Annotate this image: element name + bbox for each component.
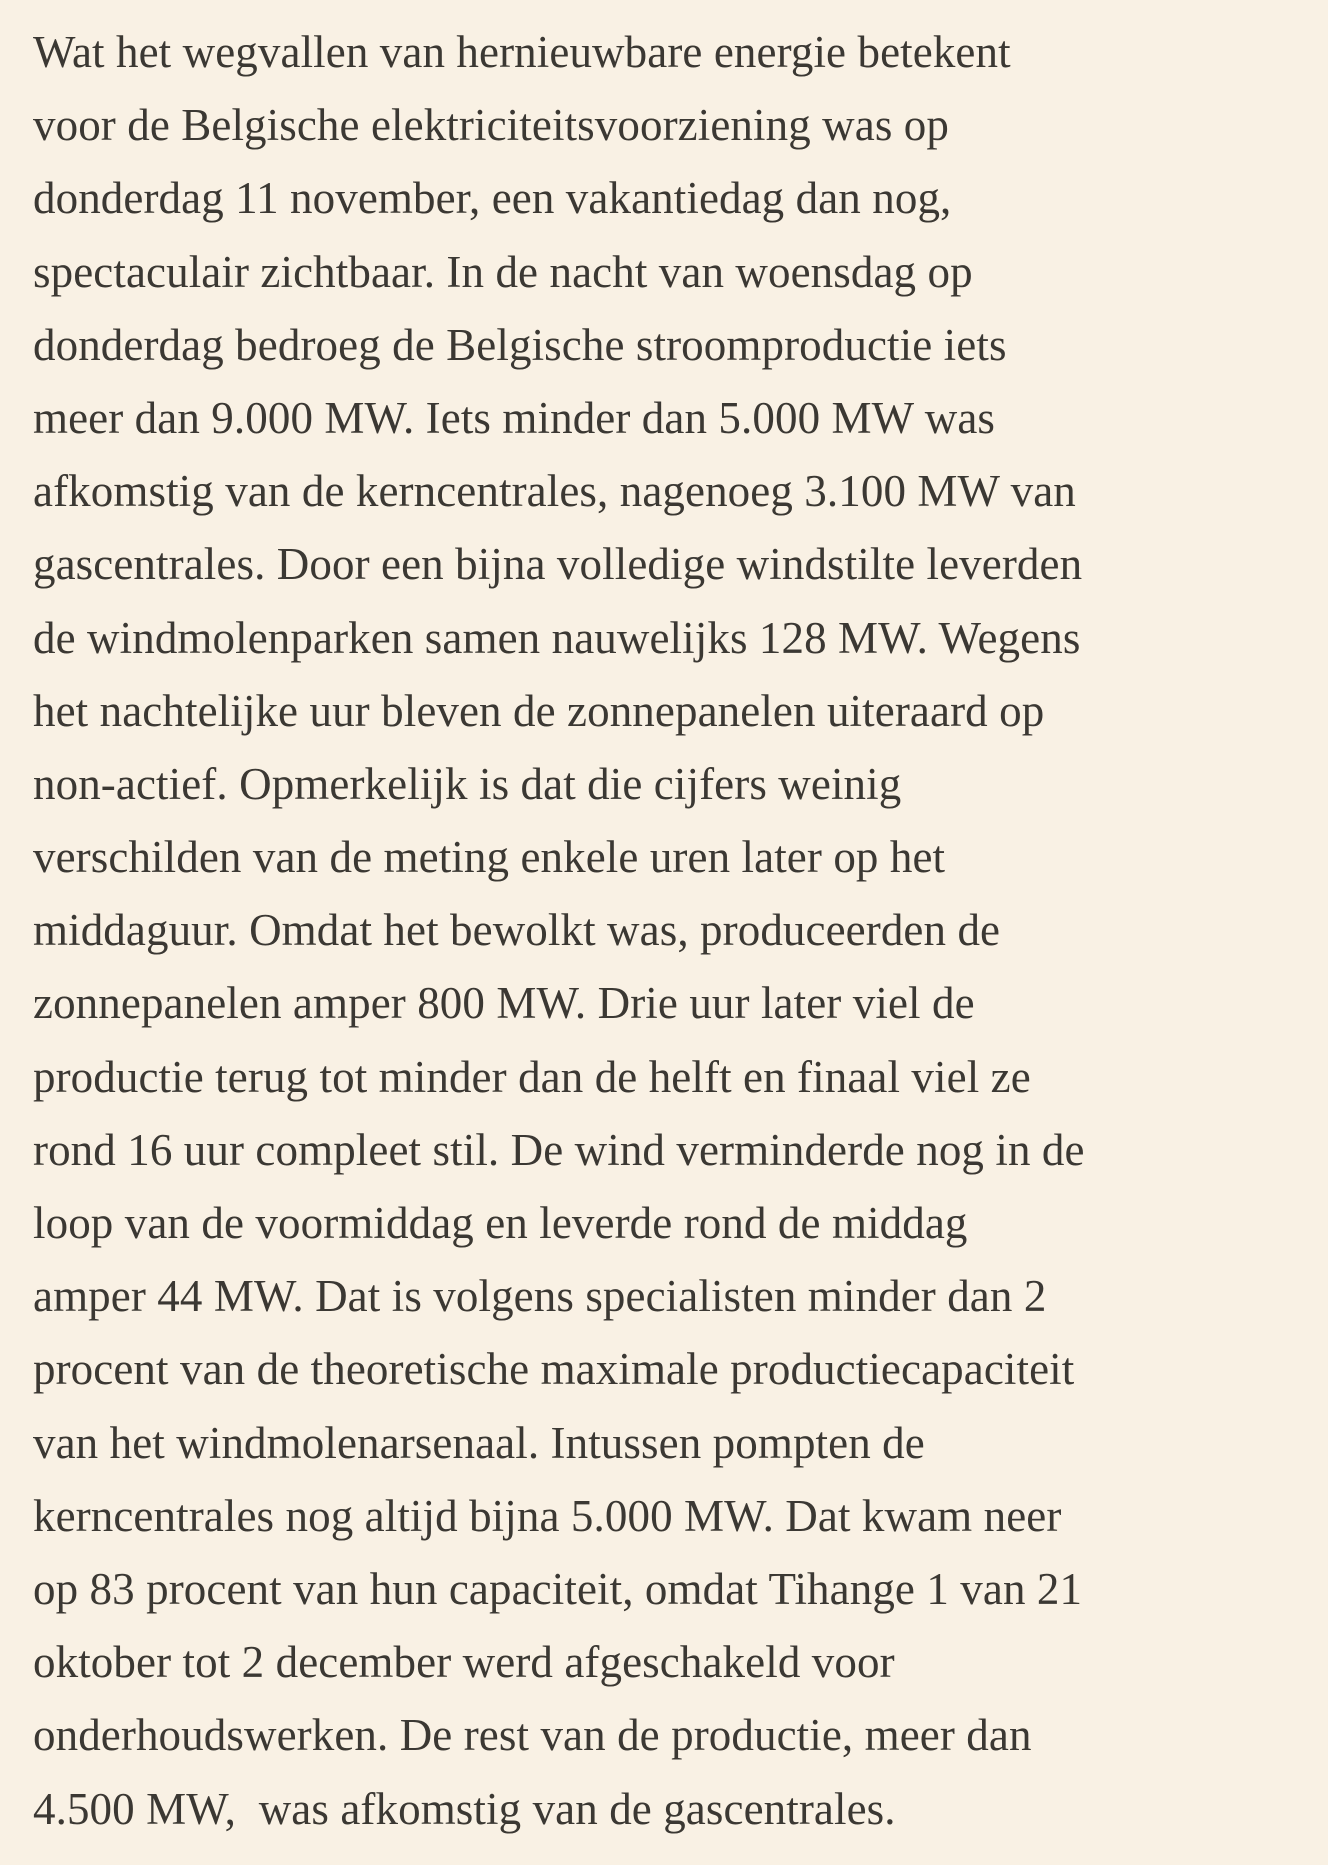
article-line: productie terug tot minder dan de helft en finaal viel ze: [33, 1051, 1031, 1102]
article-line: van het windmolenarsenaal. Intussen pompten de: [33, 1417, 925, 1468]
article-line: verschilden van de meting enkele uren later op het: [33, 832, 946, 883]
article-line: oktober tot 2 december werd afgeschakeld voor: [33, 1637, 895, 1688]
article-line: afkomstig van de kerncentrales, nagenoeg 3.100 MW van: [33, 466, 1076, 517]
article-line: op 83 procent van hun capaciteit, omdat Tihange 1 van 21: [33, 1563, 1083, 1614]
article-line: amper 44 MW. Dat is volgens specialisten minder dan 2: [33, 1271, 1047, 1322]
article-line: het nachtelijke uur bleven de zonnepanelen uiteraard op: [33, 685, 1045, 736]
article-line: procent van de theoretische maximale productiecapaciteit: [33, 1344, 1075, 1395]
article-line: spectaculair zichtbaar. In de nacht van woensdag op: [33, 246, 973, 297]
article-line: voor de Belgische elektriciteitsvoorziening was op: [33, 100, 949, 151]
article-line: Wat het wegvallen van hernieuwbare energie betekent: [33, 27, 1011, 77]
article-line: donderdag bedroeg de Belgische stroomproductie iets: [33, 319, 1007, 370]
article-line: kerncentrales nog altijd bijna 5.000 MW. Dat kwam neer: [33, 1490, 1062, 1541]
article-line: meer dan 9.000 MW. Iets minder dan 5.000 MW was: [33, 392, 996, 443]
article-line: middaguur. Omdat het bewolkt was, produceerden de: [33, 905, 1001, 956]
article-line: de windmolenparken samen nauwelijks 128 MW. Wegens: [33, 612, 1081, 663]
article-body: [33, 16, 1323, 1846]
article-line: gascentrales. Door een bijna volledige windstilte leverden: [33, 539, 1083, 590]
article-line: 4.500 MW, was afkomstig van de gascentrales.: [33, 1783, 896, 1834]
article-line: zonnepanelen amper 800 MW. Drie uur later viel de: [33, 978, 975, 1029]
article-line: rond 16 uur compleet stil. De wind verminderde nog in de: [33, 1124, 1085, 1175]
article-line: onderhoudswerken. De rest van de productie, meer dan: [33, 1710, 1032, 1761]
article-line: loop van de voormiddag en leverde rond de middag: [33, 1198, 968, 1248]
article-line: non-actief. Opmerkelijk is dat die cijfers weinig: [33, 758, 902, 809]
article-line: donderdag 11 november, een vakantiedag dan nog,: [33, 173, 952, 224]
